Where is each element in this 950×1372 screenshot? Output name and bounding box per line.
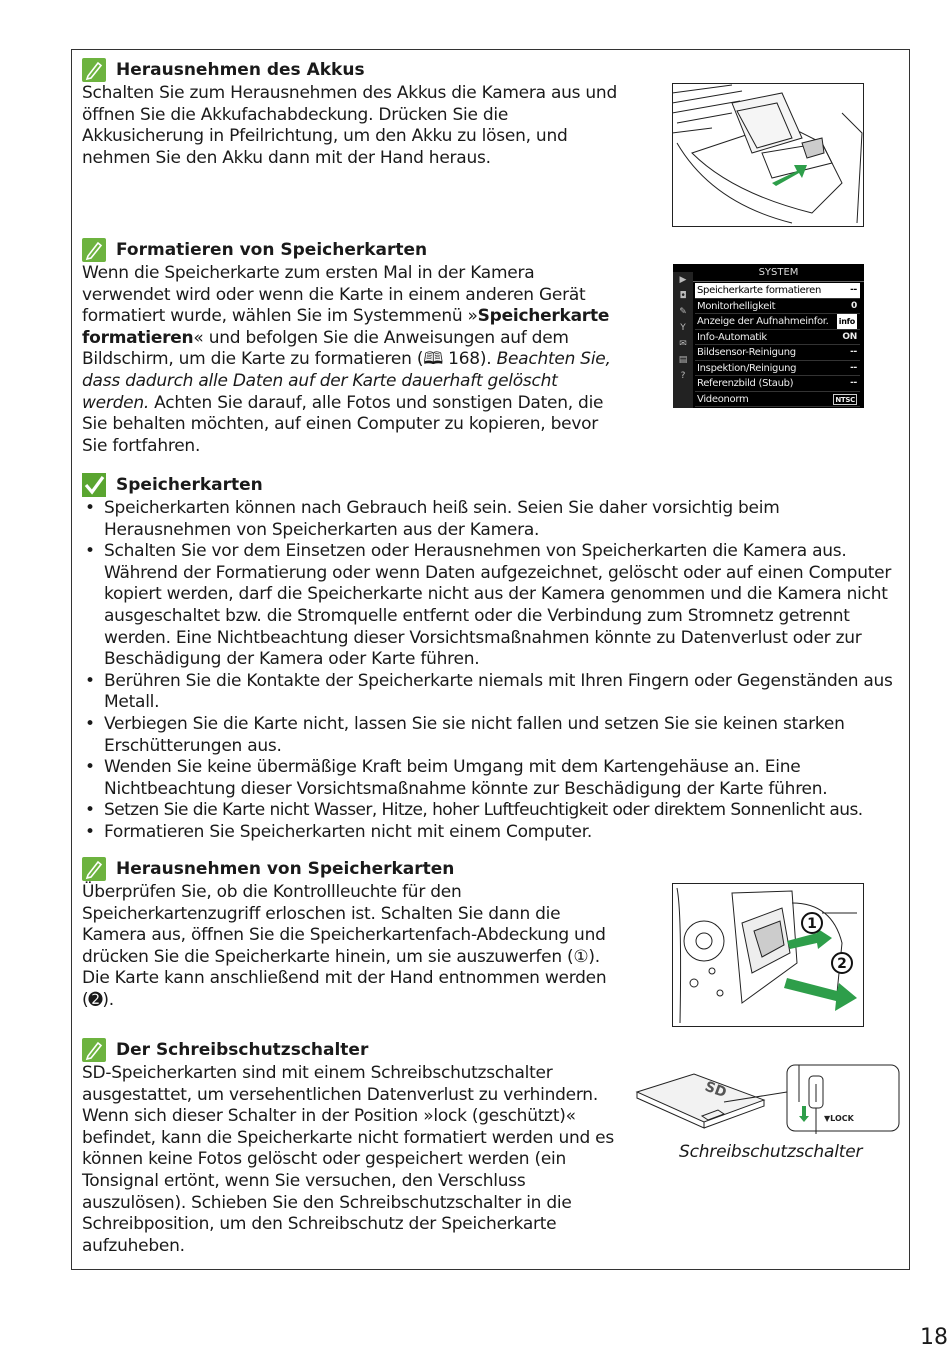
menu-row-label: Monitorhelligkeit <box>697 300 776 312</box>
figure-caption: Schreibschutzschalter <box>679 1142 863 1162</box>
menu-row-value: 0 <box>851 300 857 311</box>
remove-body: Überprüfen Sie, ob die Kontrollleuchte für den Speicherkartenzugriff erloschen ist. Schalten Sie dann die Kamera aus, öffnen Sie die Speicherkartenfach-Abdeckung und drücken Sie die Speicherkarte hinein, um sie auszuwerfen (①). Die Karte kann anschließend mit der Hand entnommen werden (➋). <box>82 882 607 1010</box>
menu-row <box>695 283 860 299</box>
check-icon <box>82 473 106 497</box>
format-heading <box>82 237 642 263</box>
battery-title: Herausnehmen des Akkus <box>116 60 365 80</box>
remove-section <box>82 856 622 1012</box>
battery-figure <box>672 83 864 227</box>
menu-row-label: Anzeige der Aufnahmeinfor. <box>697 316 829 327</box>
menu-row <box>695 299 860 315</box>
menu-row-value: info <box>837 314 857 329</box>
cards-section <box>82 472 904 844</box>
system-menu-screenshot <box>673 264 864 408</box>
sd-card-label: SD <box>702 1078 729 1102</box>
lock-label: ▼LOCK <box>824 1114 854 1123</box>
recent-settings-icon: ▤ <box>678 355 688 365</box>
format-title: Formatieren von Speicherkarten <box>116 240 428 260</box>
protect-body: SD-Speicherkarten sind mit einem Schreibschutzschalter ausgestattet, um versehentlichen Datenverlust zu verhindern. Wenn sich dieser Schalter in der Position »lock (geschützt)« befindet, kann die Speicherkarte nicht formatiert werden und es können keine Fotos gelöscht oder gespeichert werden (ein Tonsignal ertönt, wenn Sie versuchen, den Verschluss auszulösen). Schieben Sie den Schreibschutzschalter in die Schreibposition, um den Schreibschutz der Speicherkarte aufzuheben. <box>82 1063 615 1256</box>
playback-icon: ▶ <box>679 275 687 285</box>
format-text-1: Wenn die Speicherkarte zum ersten Mal in der Kamera verwendet wird oder wenn die Karte in einem anderen Gerät formatiert wurde, wählen Sie im Systemmenü » <box>82 263 586 327</box>
menu-row <box>695 392 860 408</box>
remove-title: Herausnehmen von Speicherkarten <box>116 859 455 879</box>
card-removal-figure <box>672 883 864 1027</box>
write-protect-figure <box>634 1062 902 1142</box>
protect-section <box>82 1037 627 1257</box>
menu-row <box>695 345 860 361</box>
battery-body: Schalten Sie zum Herausnehmen des Akkus die Kamera aus und öffnen Sie die Akkufachabdeckung. Drücken Sie die Akkusicherung in Pfeilrichtung, um den Akku zu lösen, und nehmen Sie den Akku dann mit der Hand heraus. <box>82 83 617 168</box>
menu-row <box>695 376 860 392</box>
format-section <box>82 237 642 457</box>
list-item: • Berühren Sie die Kontakte der Speicherkarte niemals mit Ihren Fingern oder Gegenständen aus Metall. <box>82 671 904 714</box>
menu-side-icons <box>673 272 693 408</box>
pencil-icon: ✎ <box>679 307 687 317</box>
callout-1: 1 <box>807 916 817 932</box>
list-item: • Formatieren Sie Speicherkarten nicht mit einem Computer. <box>82 822 904 844</box>
menu-row-label: Speicherkarte formatieren <box>697 285 822 296</box>
cards-title: Speicherkarten <box>116 475 263 495</box>
note-pencil-icon <box>82 857 106 881</box>
protect-title: Der Schreibschutzschalter <box>116 1040 369 1060</box>
list-item: • Verbiegen Sie die Karte nicht, lassen Sie sie nicht fallen und setzen Sie sie keinen starken Erschütterungen aus. <box>82 714 904 757</box>
list-item: • Schalten Sie vor dem Einsetzen oder Herausnehmen von Speicherkarten die Kamera aus. Während der Formatierung oder wenn Daten aufgezeichnet, gelöscht oder auf einen Computer kopiert werden, darf die Speicherkarte nicht aus der Kamera genommen und die Kamera nicht ausgeschaltet bzw. die Stromquelle entfernt oder die Verbindung zum Stromnetz getrennt werden. Eine Nichtbeachtung dieser Vorsichtsmaßnahmen könnte zu Datenverlust oder zur Beschädigung der Kamera oder Karte führen. <box>82 541 904 671</box>
menu-row-value: -- <box>850 378 857 388</box>
format-body <box>82 263 622 457</box>
menu-row-value: ON <box>842 331 857 342</box>
protect-heading <box>82 1037 627 1063</box>
cards-bullet-list <box>82 498 904 844</box>
menu-row-label: Videonorm <box>697 393 749 405</box>
menu-row-value: -- <box>850 347 857 357</box>
menu-title: SYSTEM <box>693 264 864 282</box>
format-menu-item-ref: Speicherkarte formatieren <box>82 306 610 348</box>
page-number: 18 <box>920 1325 948 1350</box>
format-text-3: ). <box>479 349 497 370</box>
camera-icon: ◘ <box>679 291 687 301</box>
cards-heading <box>82 472 904 498</box>
battery-heading <box>82 57 642 83</box>
format-text-2: « und befolgen Sie die Anweisungen auf dem Bildschirm, um die Karte zu formatieren ( <box>82 327 569 370</box>
menu-row-label: Inspektion/Reinigung <box>697 362 797 374</box>
page-reference: 168 <box>448 349 480 370</box>
menu-row-value: NTSC <box>835 395 855 404</box>
menu-row <box>695 330 860 346</box>
format-text-4: Achten Sie darauf, alle Fotos und sonstigen Daten, die Sie behalten möchten, auf einen Computer zu kopieren, bevor Sie fortfahren. <box>82 392 604 456</box>
list-item: • Setzen Sie die Karte nicht Wasser, Hitze, hoher Luftfeuchtigkeit oder direktem Sonnenlicht aus. <box>82 800 904 822</box>
callout-2: 2 <box>837 956 847 972</box>
retouch-icon: ✉ <box>679 339 687 349</box>
note-pencil-icon <box>82 58 106 82</box>
menu-row-label: Info-Automatik <box>697 331 767 343</box>
help-icon: ? <box>680 371 686 381</box>
menu-row-value: -- <box>850 362 857 373</box>
menu-row <box>695 314 860 330</box>
book-icon: 🕮 <box>423 349 443 370</box>
remove-heading <box>82 856 622 882</box>
menu-row-value: -- <box>850 285 857 295</box>
battery-section <box>82 57 642 169</box>
menu-row-label: Referenzbild (Staub) <box>697 378 794 389</box>
list-item: • Speicherkarten können nach Gebrauch heiß sein. Seien Sie daher vorsichtig beim Herausnehmen von Speicherkarten aus der Kamera. <box>82 498 904 541</box>
format-warning: Beachten Sie, dass dadurch alle Daten auf der Karte dauerhaft gelöscht werden. <box>82 349 611 413</box>
menu-row <box>695 361 860 377</box>
note-pencil-icon <box>82 1038 106 1062</box>
wrench-icon: Y <box>680 323 686 333</box>
menu-row-label: Bildsensor-Reinigung <box>697 347 796 358</box>
note-pencil-icon <box>82 238 106 262</box>
list-item: • Wenden Sie keine übermäßige Kraft beim Umgang mit dem Kartengehäuse an. Eine Nichtbeachtung dieser Vorsichtsmaßnahme könnte zur Beschädigung der Karte führen. <box>82 757 904 800</box>
